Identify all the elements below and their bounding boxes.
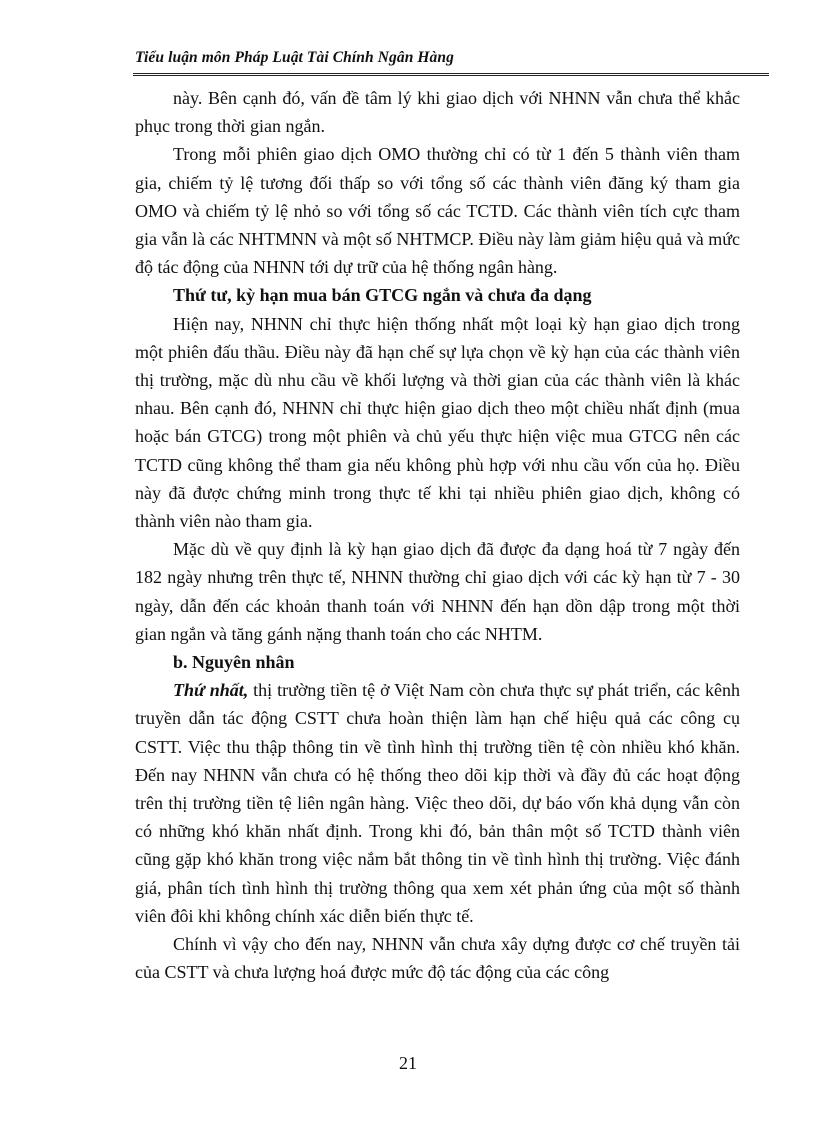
paragraph: Trong mỗi phiên giao dịch OMO thường chỉ có từ 1 đến 5 thành viên tham gia, chiếm tỷ lệ tương đối thấp so với tổng số các thành viên đăng ký tham gia OMO và chiếm tỷ lệ nhỏ so với tổng số các TCTD. Các thành viên tích cực tham gia vẫn là các NHTMNN và một số NHTMCP. Điều này làm giảm hiệu quả và mức độ tác động của NHNN tới dự trữ của hệ thống ngân hàng. — [135, 144, 740, 278]
page-number: 21 — [399, 1053, 417, 1073]
paragraph — [135, 676, 740, 930]
paragraph-lead: Thứ nhất, — [173, 680, 249, 701]
section-heading: Thứ tư, kỳ hạn mua bán GTCG ngắn và chưa đa dạng — [173, 285, 592, 306]
paragraph: Mặc dù về quy định là kỳ hạn giao dịch đã được đa dạng hoá từ 7 ngày đến 182 ngày nhưng trên thực tế, NHNN thường chỉ giao dịch với các kỳ hạn từ 7 - 30 ngày, dẫn đến các khoản thanh toán với NHNN đến hạn dồn dập trong một thời gian ngắn và tăng gánh nặng thanh toán cho các NHTM. — [135, 539, 740, 644]
body-text — [135, 84, 740, 987]
paragraph: Hiện nay, NHNN chỉ thực hiện thống nhất một loại kỳ hạn giao dịch trong một phiên đấu thầu. Điều này đã hạn chế sự lựa chọn về kỳ hạn của các thành viên thị trường, mặc dù nhu cầu về khối lượng và thời gian của các thành viên là khác nhau. Bên cạnh đó, NHNN chỉ thực hiện giao dịch theo một chiều nhất định (mua hoặc bán GTCG) trong một phiên và chủ yếu thực hiện việc mua GTCG nên các TCTD cũng không thể tham gia nếu không phù hợp với nhu cầu vốn của họ. Điều này đã được chứng minh trong thực tế khi tại nhiều phiên giao dịch, không có thành viên nào tham gia. — [135, 313, 740, 532]
paragraph: này. Bên cạnh đó, vấn đề tâm lý khi giao dịch với NHNN vẫn chưa thể khắc phục trong thời gian ngắn. — [135, 88, 740, 137]
paragraph: Chính vì vậy cho đến nay, NHNN vẫn chưa xây dựng được cơ chế truyền tải của CSTT và chưa lượng hoá được mức độ tác động của các công — [135, 934, 740, 983]
paragraph-text: thị trường tiền tệ ở Việt Nam còn chưa thực sự phát triển, các kênh truyền dẫn tác động CSTT chưa hoàn thiện làm hạn chế hiệu quả các công cụ CSTT. Việc thu thập thông tin về tình hình thị trường tiền tệ còn nhiều khó khăn. Đến nay NHNN vẫn chưa có hệ thống theo dõi kịp thời và đầy đủ các hoạt động trên thị trường tiền tệ liên ngân hàng. Việc theo dõi, dự báo vốn khả dụng vẫn còn có những khó khăn nhất định. Trong khi đó, bản thân một số TCTD thành viên cũng gặp khó khăn trong việc nắm bắt thông tin về tình hình thị trường. Việc đánh giá, phân tích tình hình thị trường thông qua xem xét phản ứng của một số thành viên đôi khi không chính xác diễn biến thực tế. — [135, 680, 740, 926]
running-header: Tiểu luận môn Pháp Luật Tài Chính Ngân Hàng — [135, 49, 454, 66]
header-rule — [133, 73, 769, 76]
section-heading: b. Nguyên nhân — [173, 652, 295, 673]
